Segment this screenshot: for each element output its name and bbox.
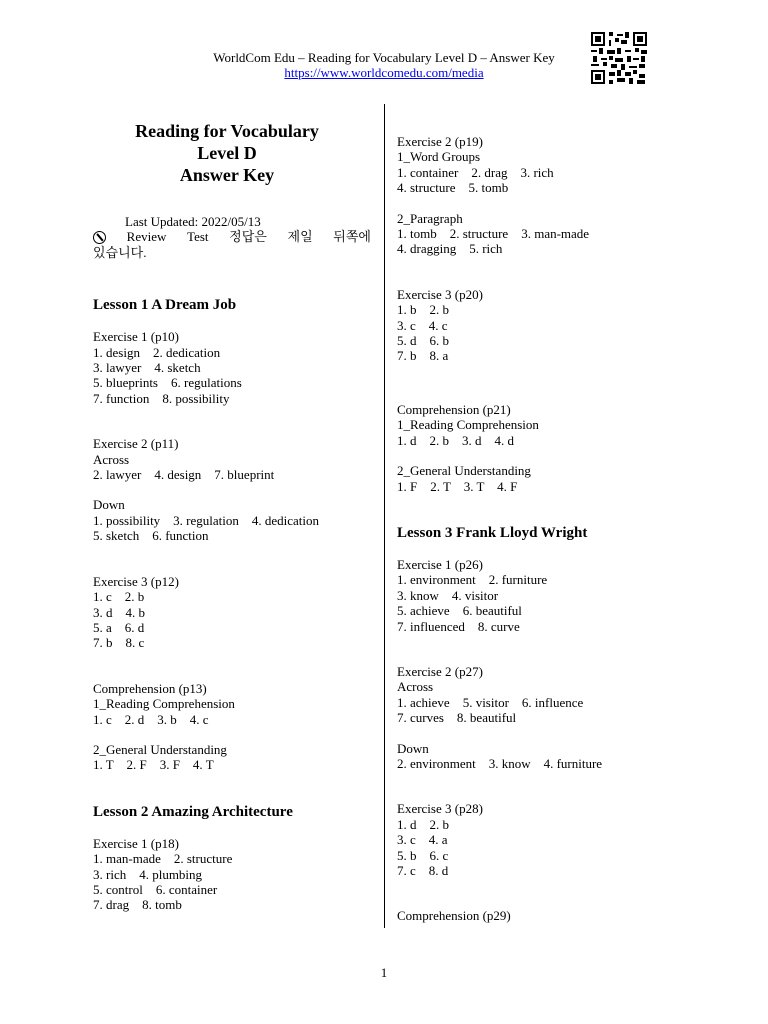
lesson-2-title: Lesson 2 Amazing Architecture bbox=[93, 803, 293, 820]
comprehension-title: Comprehension (p21) bbox=[397, 401, 511, 417]
right-column bbox=[397, 134, 697, 924]
answer-line: 5. achieve 6. beautiful bbox=[397, 603, 522, 619]
exercise-3-title: Exercise 3 (p12) bbox=[93, 573, 179, 589]
answer-line: 2. lawyer 4. design 7. blueprint bbox=[93, 467, 275, 483]
document-title: Reading for Vocabulary Level D Answer Key bbox=[135, 121, 319, 185]
answer-line: 1. b 2. b bbox=[397, 302, 449, 318]
answer-line: 5. d 6. b bbox=[397, 333, 449, 349]
page-header bbox=[0, 50, 768, 80]
answer-line: 5. control 6. container bbox=[93, 881, 218, 897]
answer-line: 5. a 6. d bbox=[93, 619, 145, 635]
notice-line2: 있습니다. bbox=[93, 244, 147, 260]
exercise-2-title: Exercise 2 (p19) bbox=[397, 134, 483, 149]
last-updated: Last Updated: 2022/05/13 bbox=[125, 214, 261, 229]
no-entry-icon bbox=[93, 231, 106, 244]
left-column bbox=[93, 120, 371, 913]
answer-line: 3. rich 4. plumbing bbox=[93, 866, 203, 882]
column-divider bbox=[384, 104, 385, 928]
answer-line: 1. achieve 5. visitor 6. influence bbox=[397, 694, 584, 710]
answer-line: 1. environment 2. furniture bbox=[397, 572, 548, 588]
word-groups-label: 1_Word Groups bbox=[397, 149, 481, 165]
answer-line: 5. sketch 6. function bbox=[93, 528, 209, 544]
exercise-1-title: Exercise 1 (p10) bbox=[93, 329, 179, 345]
answer-line: 7. curves 8. beautiful bbox=[397, 710, 517, 726]
exercise-2-title: Exercise 2 (p11) bbox=[93, 436, 179, 452]
answer-line: 7. influenced 8. curve bbox=[397, 618, 520, 634]
answer-line: 4. structure 5. tomb bbox=[397, 180, 509, 196]
answer-line: 1. T 2. F 3. F 4. T bbox=[93, 757, 214, 773]
answer-line: 1. design 2. dedication bbox=[93, 344, 221, 360]
answer-line: 5. b 6. c bbox=[397, 847, 449, 863]
general-understanding-label: 2_General Understanding bbox=[93, 741, 227, 757]
general-understanding-label: 2_General Understanding bbox=[397, 463, 531, 479]
answer-line: 2. environment 3. know 4. furniture bbox=[397, 755, 603, 771]
answer-line: 7. c 8. d bbox=[397, 863, 449, 878]
exercise-1-title: Exercise 1 (p18) bbox=[93, 835, 179, 851]
exercise-1-title: Exercise 1 (p26) bbox=[397, 556, 483, 572]
answer-line: 7. b 8. a bbox=[397, 348, 449, 364]
down-label: Down bbox=[397, 740, 429, 756]
reading-comprehension-label: 1_Reading Comprehension bbox=[397, 417, 539, 433]
answer-line: 1. d 2. b 3. d 4. d bbox=[397, 432, 514, 448]
answer-line: 7. function 8. possibility bbox=[93, 390, 230, 406]
header-link[interactable]: https://www.worldcomedu.com/media bbox=[284, 65, 484, 80]
header-title: WorldCom Edu – Reading for Vocabulary Level D – Answer Key bbox=[213, 50, 555, 65]
answer-line: 3. c 4. c bbox=[397, 317, 448, 333]
answer-line: 7. drag 8. tomb bbox=[93, 897, 182, 913]
across-label: Across bbox=[397, 679, 434, 695]
answer-line: 1. c 2. d 3. b 4. c bbox=[93, 711, 209, 727]
answer-line: 3. know 4. visitor bbox=[397, 587, 499, 603]
across-label: Across bbox=[93, 451, 130, 467]
exercise-3-title: Exercise 3 (p28) bbox=[397, 801, 483, 817]
comprehension-title: Comprehension (p29) bbox=[397, 908, 511, 924]
notice: Review Test 정답은 제일 뒤쪽에 bbox=[93, 229, 371, 244]
exercise-2-title: Exercise 2 (p27) bbox=[397, 663, 483, 679]
answer-line: 5. blueprints 6. regulations bbox=[93, 375, 242, 391]
answer-line: 7. b 8. c bbox=[93, 635, 145, 651]
answer-line: 3. lawyer 4. sketch bbox=[93, 360, 201, 376]
answer-line: 1. tomb 2. structure 3. man-made bbox=[397, 226, 590, 242]
answer-line: 1. F 2. T 3. T 4. F bbox=[397, 478, 518, 494]
answer-line: 1. c 2. b bbox=[93, 589, 145, 605]
comprehension-title: Comprehension (p13) bbox=[93, 680, 207, 696]
answer-line: 1. possibility 3. regulation 4. dedication bbox=[93, 512, 320, 528]
page-number: 1 bbox=[380, 965, 388, 980]
answer-line: 1. container 2. drag 3. rich bbox=[397, 164, 554, 180]
lesson-1-title: Lesson 1 A Dream Job bbox=[93, 297, 237, 314]
down-label: Down bbox=[93, 497, 125, 513]
answer-line: 4. dragging 5. rich bbox=[397, 241, 503, 257]
answer-line: 1. man-made 2. structure bbox=[93, 851, 233, 867]
answer-line: 3. c 4. a bbox=[397, 832, 448, 848]
answer-line: 1. d 2. b bbox=[397, 816, 449, 832]
answer-line: 3. d 4. b bbox=[93, 604, 145, 620]
paragraph-label: 2_Paragraph bbox=[397, 210, 463, 226]
reading-comprehension-label: 1_Reading Comprehension bbox=[93, 696, 235, 712]
qr-code bbox=[591, 32, 647, 84]
exercise-3-title: Exercise 3 (p20) bbox=[397, 286, 483, 302]
lesson-3-title: Lesson 3 Frank Lloyd Wright bbox=[397, 524, 588, 541]
